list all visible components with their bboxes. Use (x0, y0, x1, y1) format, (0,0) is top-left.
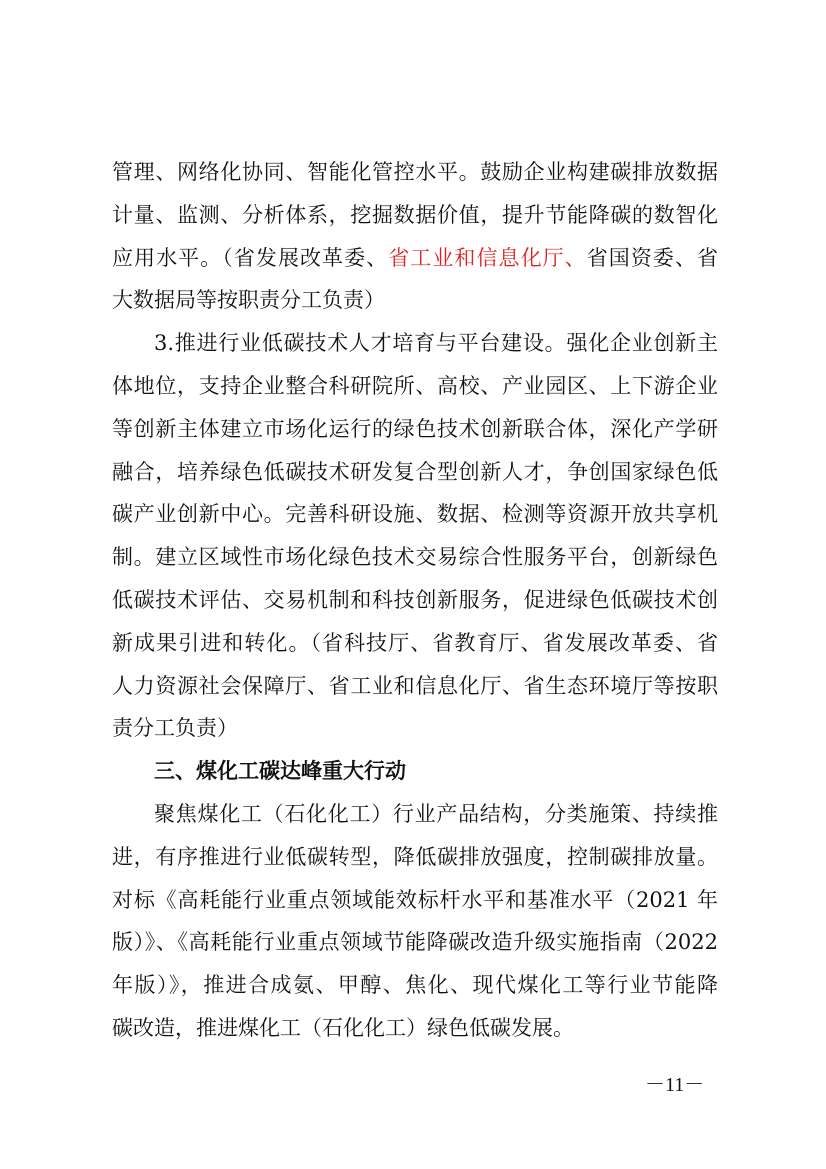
text-line: 等创新主体建立市场化运行的绿色技术创新联合体，深化产学研 (112, 417, 718, 441)
text-line: 人力资源社会保障厅、省工业和信息化厅、省生态环境厅等按职 (112, 674, 718, 698)
text-line: 低碳技术评估、交易机制和科技创新服务，促进绿色低碳技术创 (112, 588, 718, 612)
highlighted-agency: 省工业和信息化厅、 (388, 246, 587, 270)
text-line: 制。建立区域性市场化绿色技术交易综合性服务平台，创新绿色 (112, 545, 718, 569)
text-line: 新成果引进和转化。（省科技厅、省教育厅、省发展改革委、省 (112, 631, 718, 655)
section-item-heading: 3.推进行业低碳技术人才培育与平台建设。强化企业创新主 (154, 331, 718, 355)
text-line: 碳改造，推进煤化工（石化化工）绿色低碳发展。 (112, 1016, 574, 1040)
text-line: 责分工负责） (112, 716, 238, 740)
text-line: 进，有序推进行业低碳转型，降低碳排放强度，控制碳排放量。 (112, 845, 718, 869)
text-line: 管理、网络化协同、智能化管控水平。鼓励企业构建碳排放数据 (112, 160, 718, 184)
text-line: 大数据局等按职责分工负责） (112, 288, 385, 312)
text-line: 对标《高耗能行业重点领域能效标杆水平和基准水平（2021 年 (112, 888, 718, 912)
text-line: 计量、监测、分析体系，挖掘数据价值，提升节能降碳的数智化 (112, 203, 718, 227)
text-line: 融合，培养绿色低碳技术研发复合型创新人才，争创国家绿色低 (112, 460, 718, 484)
text-line: 应用水平。（省发展改革委、省工业和信息化厅、省国资委、省 (112, 246, 719, 270)
text-line: 体地位，支持企业整合科研院所、高校、产业园区、上下游企业 (112, 374, 718, 398)
text-line: 版）》、《高耗能行业重点领域节能降碳改造升级实施指南（2022 (112, 930, 718, 954)
section-heading: 三、煤化工碳达峰重大行动 (154, 759, 406, 783)
text-line: 碳产业创新中心。完善科研设施、数据、检测等资源开放共享机 (112, 502, 718, 526)
text-line: 聚焦煤化工（石化化工）行业产品结构，分类施策、持续推 (154, 802, 718, 826)
page-number: －11－ (645, 1074, 705, 1096)
text-line: 年版）》，推进合成氨、甲醇、焦化、现代煤化工等行业节能降 (112, 973, 718, 997)
